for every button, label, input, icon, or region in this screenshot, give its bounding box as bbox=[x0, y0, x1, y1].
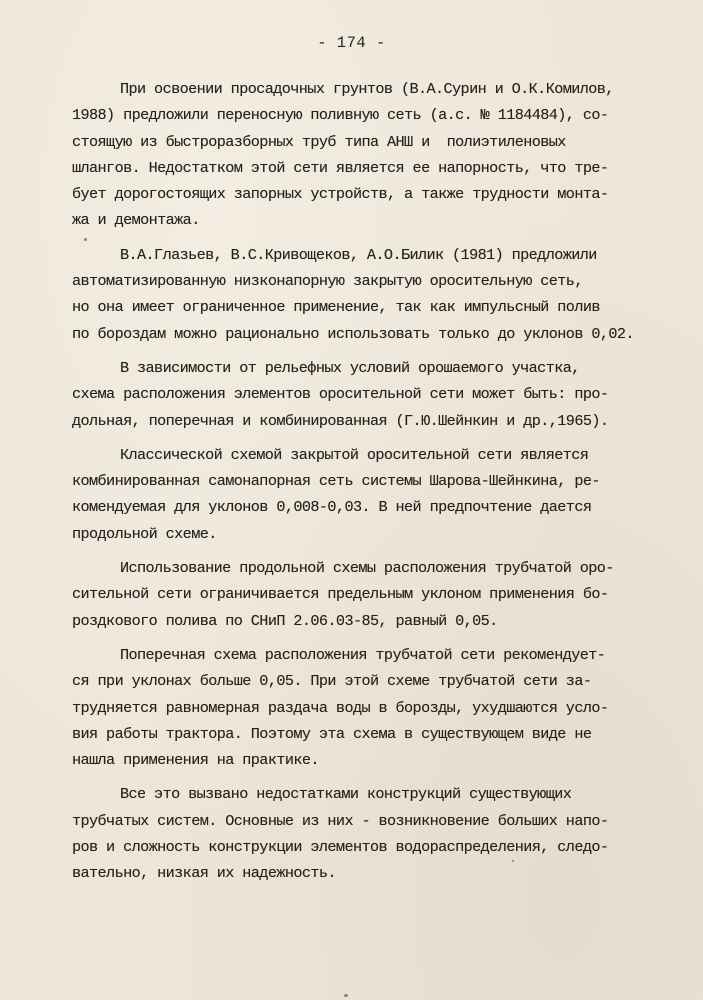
paragraph bbox=[72, 76, 632, 234]
paragraph-line: бует дорогостоящих запорных устройств, а также трудности монта- bbox=[72, 185, 609, 204]
paragraph-line: 1988) предложили переносную поливную сеть (а.с. № 1184484), со- bbox=[72, 106, 609, 125]
paragraph-first-line: Поперечная схема расположения трубчатой сети рекомендует- bbox=[120, 645, 606, 664]
paragraph-line: стоящую из быстроразборных труб типа АНШ и полиэтиленовых bbox=[72, 132, 566, 151]
paragraph-first-line: Все это вызвано недостатками конструкций существующих bbox=[120, 785, 572, 804]
paragraph-gap bbox=[72, 547, 632, 555]
paragraph-line: нашла применения на практике. bbox=[72, 751, 319, 770]
ink-speck bbox=[344, 994, 348, 997]
paragraph-line: вия работы трактора. Поэтому эта схема в существующем виде не bbox=[72, 724, 592, 743]
paragraph-line: трудняется равномерная раздача воды в борозды, ухудшаются усло- bbox=[72, 698, 609, 717]
page-number: - 174 - bbox=[317, 34, 386, 52]
ink-speck bbox=[84, 238, 87, 241]
ink-speck bbox=[512, 860, 514, 862]
paragraph-line: комбинированная самонапорная сеть системы Шарова-Шейнкина, ре- bbox=[72, 472, 600, 491]
paragraph-gap bbox=[72, 434, 632, 442]
paragraph-line: сительной сети ограничивается предельным уклоном применения бо- bbox=[72, 585, 609, 604]
paragraph-line: жа и демонтажа. bbox=[72, 211, 200, 230]
paragraph-gap bbox=[72, 634, 632, 642]
paragraph-line: ров и сложность конструкции элементов водораспределения, следо- bbox=[72, 838, 609, 857]
paragraph-gap bbox=[72, 347, 632, 355]
paragraph bbox=[72, 242, 632, 347]
paragraph-line: вательно, низкая их надежность. bbox=[72, 864, 336, 883]
paragraph-line: продольной схеме. bbox=[72, 524, 217, 543]
paragraph-line: схема расположения элементов оросительной сети может быть: про- bbox=[72, 385, 609, 404]
paragraph-line: дольная, поперечная и комбинированная (Г.Ю.Шейнкин и др.,1965). bbox=[72, 411, 609, 430]
paragraph-first-line: Классической схемой закрытой оросительной сети является bbox=[120, 445, 589, 464]
body-text bbox=[72, 76, 632, 887]
paragraph-line: трубчатых систем. Основные из них - возникновение больших напо- bbox=[72, 811, 609, 830]
paragraph bbox=[72, 355, 632, 434]
paragraph-line: автоматизированную низконапорную закрытую оросительную сеть, bbox=[72, 272, 583, 291]
paragraph bbox=[72, 555, 632, 634]
paragraph-first-line: В зависимости от рельефных условий орошаемого участка, bbox=[120, 358, 580, 377]
paragraph-first-line: В.А.Глазьев, В.С.Кривощеков, А.О.Билик (1981) предложили bbox=[120, 245, 597, 264]
paragraph-line: ся при уклонах больше 0,05. При этой схеме трубчатой сети за- bbox=[72, 672, 592, 691]
paragraph-line: роздкового полива по СНиП 2.06.03-85, равный 0,05. bbox=[72, 611, 498, 630]
paragraph-gap bbox=[72, 234, 632, 242]
paragraph-first-line: При освоении просадочных грунтов (В.А.Сурин и О.К.Комилов, bbox=[120, 80, 614, 98]
paragraph bbox=[72, 442, 632, 547]
paragraph-first-line: Использование продольной схемы расположения трубчатой оро- bbox=[120, 559, 614, 578]
paragraph-gap bbox=[72, 773, 632, 781]
paragraph-line: комендуемая для уклонов 0,008-0,03. В ней предпочтение дается bbox=[72, 498, 592, 517]
paragraph-line: шлангов. Недостатком этой сети является ее напорность, что тре- bbox=[72, 158, 609, 177]
paragraph bbox=[72, 642, 632, 773]
paragraph-line: по бороздам можно рационально использовать только до уклонов 0,02. bbox=[72, 324, 634, 343]
paragraph bbox=[72, 781, 632, 886]
paragraph-line: но она имеет ограниченное применение, так как импульсный полив bbox=[72, 298, 600, 317]
